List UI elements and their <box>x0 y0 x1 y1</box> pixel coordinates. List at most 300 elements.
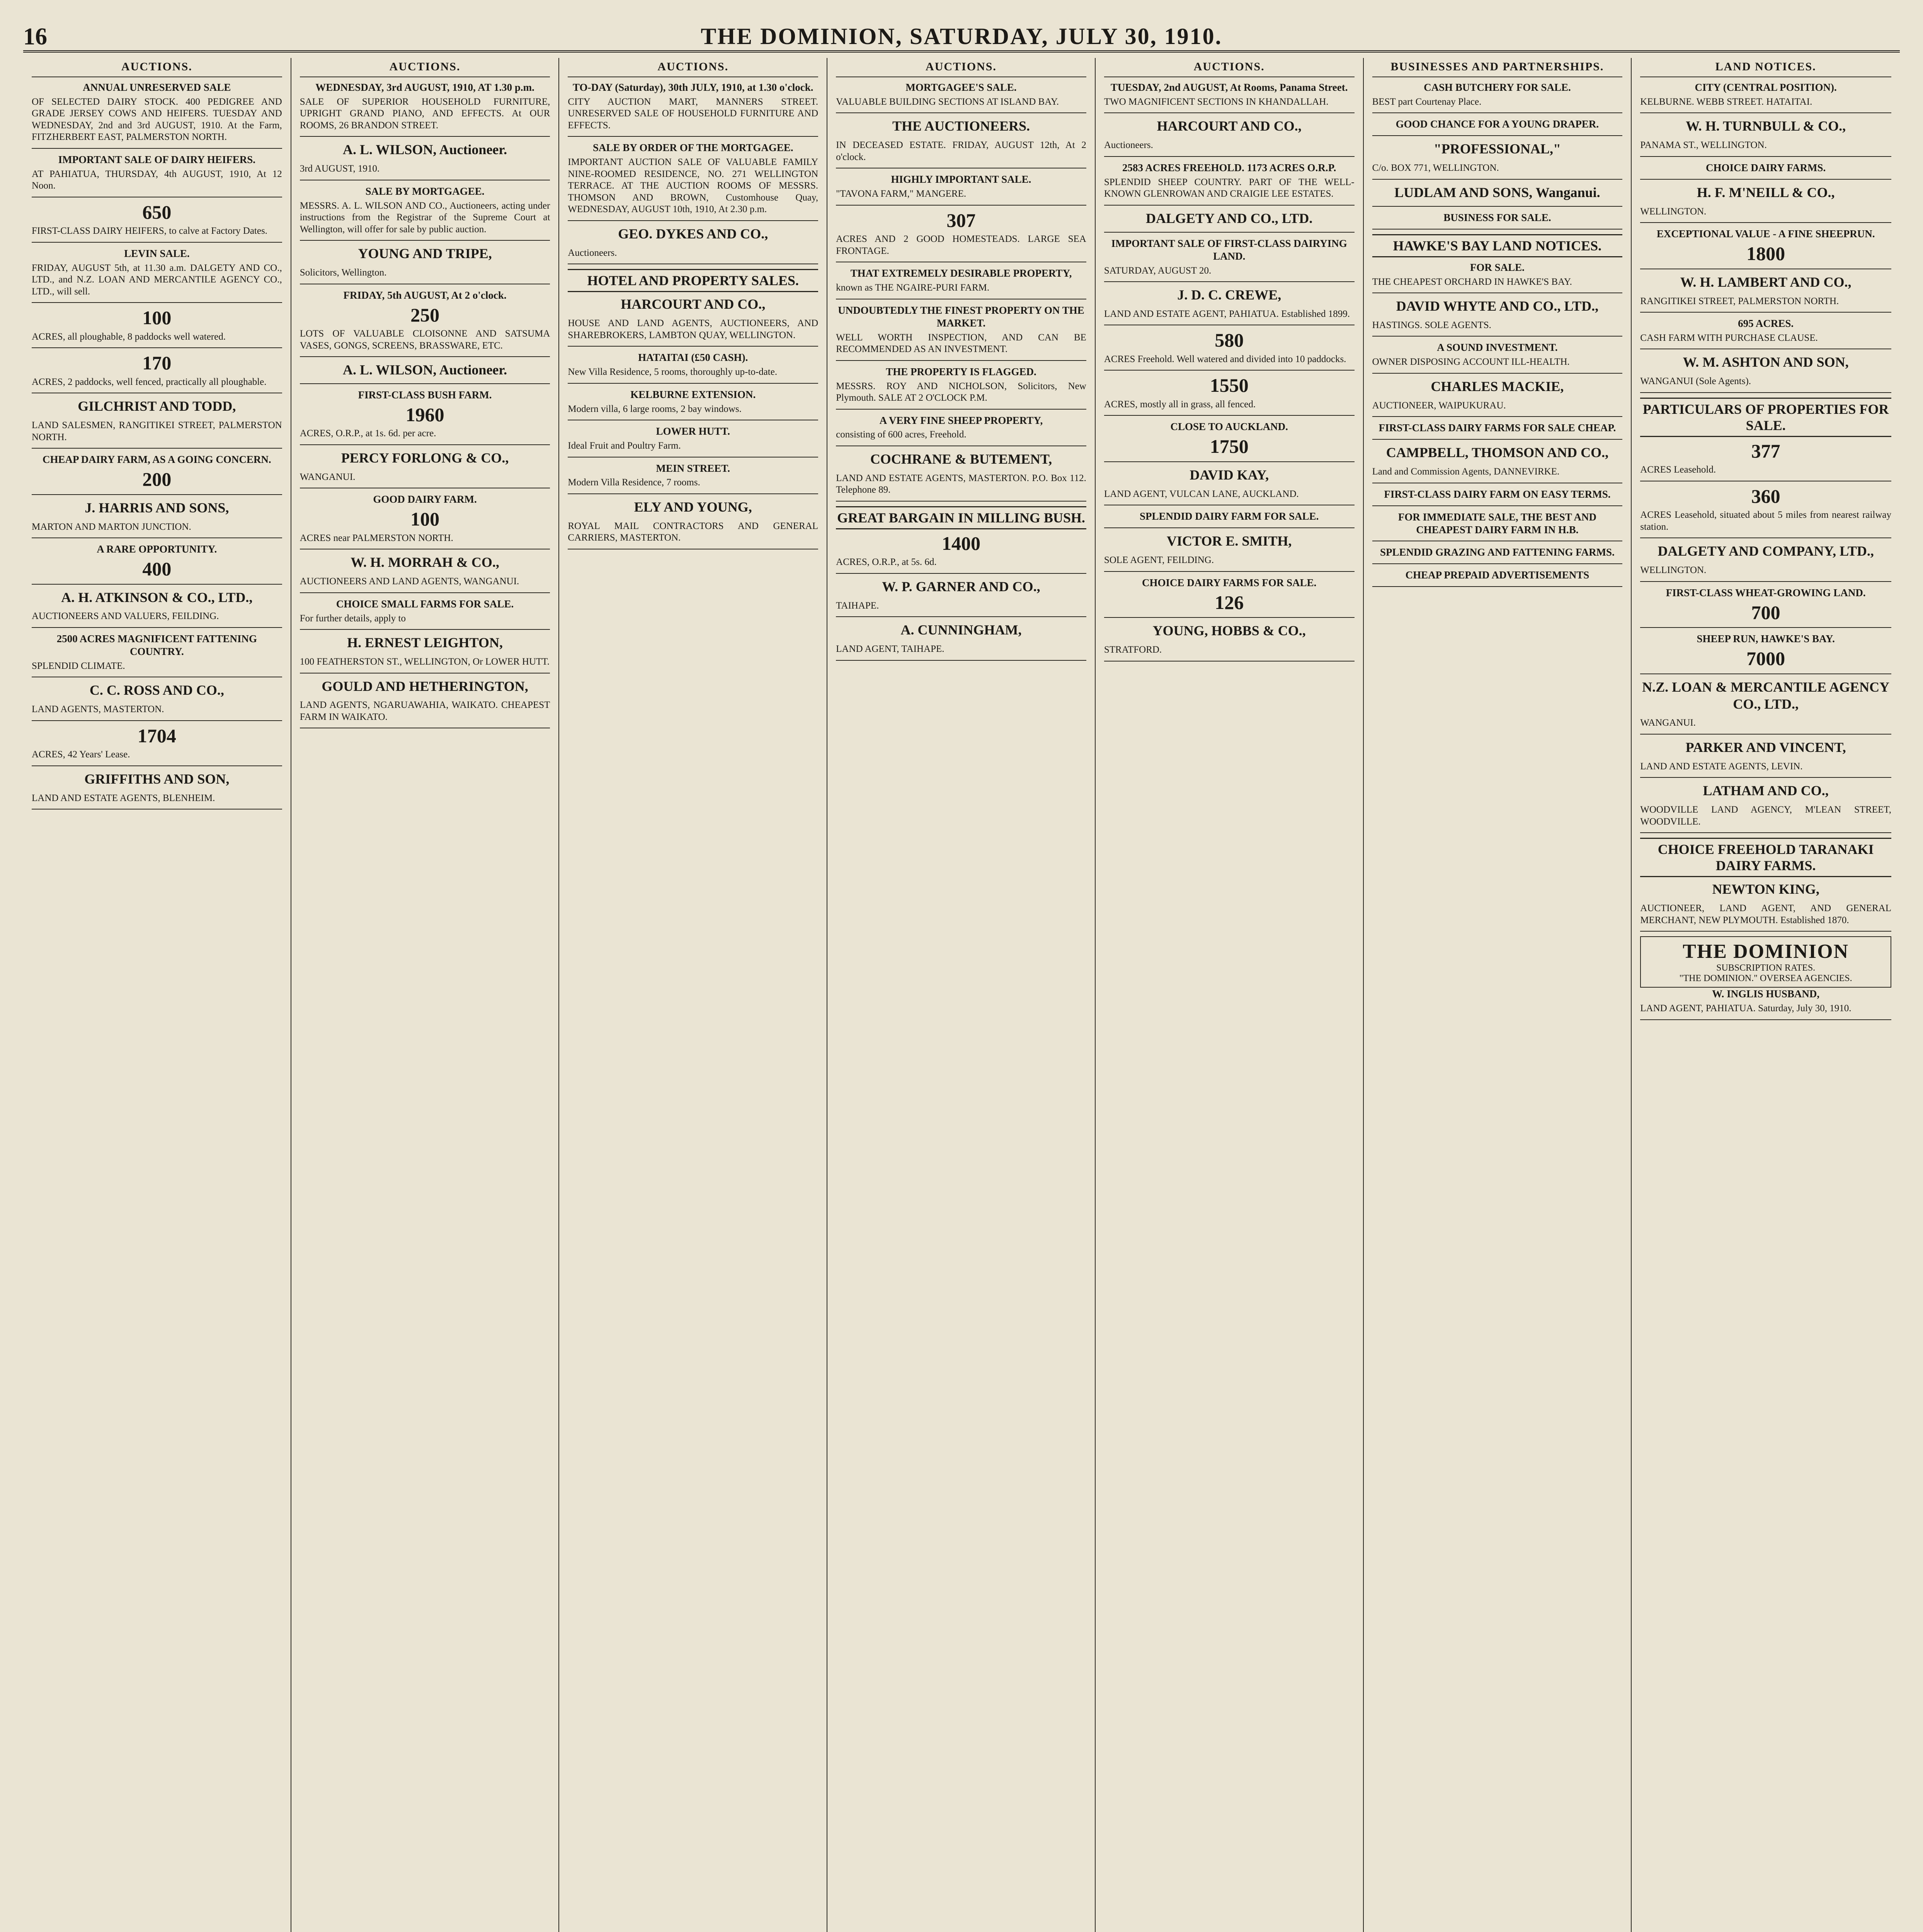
ad-title: FOR IMMEDIATE SALE, THE BEST AND CHEAPEST DAIRY FARM IN H.B. <box>1398 511 1596 536</box>
ad-title: MEIN STREET. <box>656 462 730 474</box>
advertisement <box>32 589 282 622</box>
advertisement <box>1640 354 1891 387</box>
advertiser-name: GOULD AND HETHERINGTON, <box>322 678 528 694</box>
advertiser-name: N.Z. LOAN & MERCANTILE AGENCY CO., LTD., <box>1642 679 1890 712</box>
ad-body: LAND SALESMEN, RANGITIKEI STREET, PALMERSTON NORTH. <box>32 420 282 442</box>
subscription-rates-heading: SUBSCRIPTION RATES. <box>1716 963 1816 973</box>
advertiser-name: C. C. ROSS AND CO., <box>89 682 224 698</box>
ad-body: SPLENDID SHEEP COUNTRY. PART OF THE WELL-KNOWN GLENROWAN AND CRAIGIE LEE ESTATES. <box>1104 177 1355 199</box>
advertisement <box>1104 162 1355 200</box>
ad-divider <box>1372 505 1623 506</box>
ad-title: FIRST-CLASS WHEAT-GROWING LAND. <box>1666 587 1866 599</box>
ad-divider <box>1372 373 1623 374</box>
advertisement <box>1104 237 1355 277</box>
ad-acreage: 400 <box>142 558 172 580</box>
ad-body: MARTON AND MARTON JUNCTION. <box>32 521 191 532</box>
advertisement <box>836 118 1086 163</box>
ad-title: SALE BY MORTGAGEE. <box>365 185 485 197</box>
ad-title: A SOUND INVESTMENT. <box>1437 342 1558 354</box>
ad-divider <box>1640 222 1891 223</box>
advertisement <box>1104 510 1355 523</box>
ad-title: CHOICE SMALL FARMS FOR SALE. <box>336 598 514 610</box>
ad-title: CHOICE DAIRY FARMS. <box>1705 162 1826 173</box>
ad-divider <box>1640 627 1891 628</box>
ad-divider <box>1104 112 1355 113</box>
advertisement <box>300 81 550 131</box>
ad-divider <box>32 148 282 149</box>
advertisement <box>836 304 1086 355</box>
advertisement <box>568 141 818 215</box>
ad-body: known as THE NGAIRE-PURI FARM. <box>836 282 990 293</box>
advertiser-name: LATHAM AND CO., <box>1703 783 1829 799</box>
advertisement <box>1372 261 1623 288</box>
ad-acreage: 377 <box>1751 440 1780 462</box>
advertisement <box>1640 739 1891 772</box>
ad-body: ACRES, mostly all in grass, all fenced. <box>1104 399 1256 410</box>
ad-divider <box>300 592 550 593</box>
ad-title: IMPORTANT SALE OF FIRST-CLASS DAIRYING LAND. <box>1111 237 1347 262</box>
column-1 <box>23 58 291 1932</box>
advertiser-name: W. P. GARNER AND CO., <box>882 578 1040 594</box>
ad-body: ACRES Leasehold. <box>1640 464 1716 475</box>
ad-body: C/o. BOX 771, WELLINGTON. <box>1372 163 1499 173</box>
ad-title: GOOD CHANCE FOR A YOUNG DRAPER. <box>1395 118 1599 130</box>
column-heading: AUCTIONS. <box>300 58 550 77</box>
ad-divider <box>1104 370 1355 371</box>
column-7 <box>1632 58 1900 1932</box>
ad-divider <box>1104 571 1355 572</box>
ad-body: CASH FARM WITH PURCHASE CLAUSE. <box>1640 332 1818 343</box>
ad-body: 100 FEATHERSTON ST., WELLINGTON, Or LOWER HUTT. <box>300 656 550 667</box>
ad-acreage: 580 <box>1215 329 1244 351</box>
advertisement <box>836 173 1086 200</box>
advertiser-name: CHARLES MACKIE, <box>1431 378 1564 394</box>
advertiser-name: GRIFFITHS AND SON, <box>84 771 230 787</box>
ad-body: Land and Commission Agents, DANNEVIRKE. <box>1372 466 1560 477</box>
ad-divider <box>1104 232 1355 233</box>
advertisement <box>1104 375 1355 410</box>
advertisement <box>1372 81 1623 108</box>
subscription-box <box>1640 936 1891 988</box>
ad-title: IMPORTANT SALE OF DAIRY HEIFERS. <box>58 153 256 165</box>
ad-body: AUCTIONEERS AND LAND AGENTS, WANGANUI. <box>300 576 519 587</box>
advertiser-name: HARCOURT AND CO., <box>621 296 766 312</box>
advertisement <box>300 289 550 352</box>
ad-divider <box>32 720 282 721</box>
ad-title: FRIDAY, 5th AUGUST, At 2 o'clock. <box>343 289 507 301</box>
advertiser-name: W. H. LAMBERT AND CO., <box>1680 274 1852 290</box>
advertisement <box>300 678 550 723</box>
ad-title: THE PROPERTY IS FLAGGED. <box>886 366 1036 378</box>
advertisement <box>300 634 550 668</box>
advertisement <box>300 185 550 235</box>
advertiser-name: J. D. C. CREWE, <box>1177 287 1281 303</box>
section-banner: CHOICE FREEHOLD TARANAKI DAIRY FARMS. <box>1640 838 1891 877</box>
ad-divider <box>1104 617 1355 618</box>
advertisement <box>1372 422 1623 434</box>
advertiser-name: W. H. TURNBULL & CO., <box>1686 118 1846 134</box>
advertisement <box>1640 486 1891 533</box>
advertiser-name: YOUNG AND TRIPE, <box>358 246 492 262</box>
advertisement <box>836 533 1086 568</box>
columns <box>23 58 1900 1932</box>
ad-body: LAND AND ESTATE AGENT, PAHIATUA. Established 1899. <box>1104 308 1350 319</box>
advertisement <box>1640 184 1891 218</box>
ad-divider <box>1640 931 1891 932</box>
ad-title: W. INGLIS HUSBAND, <box>1712 988 1820 1000</box>
ad-divider <box>32 302 282 303</box>
advertisement <box>300 362 550 379</box>
ad-divider <box>300 136 550 137</box>
advertisement <box>568 462 818 489</box>
ad-body: 3rd AUGUST, 1910. <box>300 163 380 174</box>
column-heading: AUCTIONS. <box>568 58 818 77</box>
ad-divider <box>300 629 550 630</box>
ad-title: EXCEPTIONAL VALUE - A FINE SHEEPRUN. <box>1656 228 1875 240</box>
ad-body: ACRES Leasehold, situated about 5 miles from nearest railway station. <box>1640 510 1891 532</box>
ad-acreage: 100 <box>142 307 172 329</box>
advertisement <box>1372 184 1623 201</box>
ad-divider <box>568 493 818 494</box>
ad-body: OF SELECTED DAIRY STOCK. 400 PEDIGREE AND GRADE JERSEY COWS AND HEIFERS. TUESDAY AND WEDNESDAY, 2nd and 3rd AUGUST, 1910. At the Farm, FITZHERBERT EAST, PALMERSTON NORTH. <box>32 96 282 143</box>
ad-title: LOWER HUTT. <box>656 425 730 437</box>
advertiser-name: GILCHRIST AND TODD, <box>78 398 236 414</box>
ad-body: HASTINGS. SOLE AGENTS. <box>1372 320 1491 330</box>
ad-title: 2583 ACRES FREEHOLD. 1173 ACRES O.R.P. <box>1122 162 1336 173</box>
ad-title: KELBURNE EXTENSION. <box>630 388 756 400</box>
ad-divider <box>836 360 1086 361</box>
ad-body: FRIDAY, AUGUST 5th, at 11.30 a.m. DALGETY AND CO., LTD., and N.Z. LOAN AND MERCANTILE AGENCY CO., LTD., will sell. <box>32 262 282 297</box>
ad-divider <box>32 537 282 538</box>
ad-divider <box>836 501 1086 502</box>
advertiser-name: ELY AND YOUNG, <box>634 499 752 515</box>
advertiser-name: GEO. DYKES AND CO., <box>618 226 768 242</box>
column-3 <box>559 58 827 1932</box>
ad-title: SPLENDID GRAZING AND FATTENING FARMS. <box>1380 546 1615 558</box>
ad-divider <box>1640 777 1891 778</box>
advertisement <box>568 81 818 131</box>
ad-acreage: 700 <box>1751 601 1780 623</box>
ad-title: FIRST-CLASS DAIRY FARMS FOR SALE CHEAP. <box>1378 422 1616 434</box>
ad-title: THAT EXTREMELY DESIRABLE PROPERTY, <box>850 267 1072 279</box>
ad-body: WOODVILLE LAND AGENCY, M'LEAN STREET, WOODVILLE. <box>1640 804 1891 827</box>
advertisement <box>568 226 818 259</box>
ad-body: VALUABLE BUILDING SECTIONS AT ISLAND BAY. <box>836 96 1059 107</box>
ad-body: TWO MAGNIFICENT SECTIONS IN KHANDALLAH. <box>1104 96 1329 107</box>
advertisement <box>300 554 550 587</box>
ad-title: CHOICE DAIRY FARMS FOR SALE. <box>1142 577 1317 588</box>
ad-body: WANGANUI (Sole Agents). <box>1640 376 1751 387</box>
ad-title: A VERY FINE SHEEP PROPERTY, <box>879 414 1043 426</box>
ad-divider <box>32 448 282 449</box>
advertisement <box>1104 330 1355 365</box>
advertisement <box>1372 298 1623 331</box>
advertisement <box>32 453 282 489</box>
advertisement <box>1640 543 1891 576</box>
ad-body: AT PAHIATUA, THURSDAY, 4th AUGUST, 1910, At 12 Noon. <box>32 168 282 191</box>
page-number: 16 <box>23 24 47 50</box>
advertisement <box>32 771 282 804</box>
ad-body: LAND AGENT, PAHIATUA. Saturday, July 30, 1910. <box>1640 1003 1852 1014</box>
ad-body: Auctioneers. <box>568 247 617 258</box>
advertisement <box>300 389 550 440</box>
ad-divider <box>1640 581 1891 582</box>
ad-divider <box>1640 1019 1891 1020</box>
advertisement <box>836 451 1086 496</box>
advertisement <box>1640 881 1891 926</box>
advertisement <box>1104 577 1355 612</box>
ad-acreage: 307 <box>946 209 976 231</box>
ad-body: SOLE AGENT, FEILDING. <box>1104 555 1214 566</box>
advertiser-name: H. ERNEST LEIGHTON, <box>347 635 503 651</box>
ad-body: ROYAL MAIL CONTRACTORS AND GENERAL CARRIERS, MASTERTON. <box>568 520 819 543</box>
advertisement <box>32 202 282 237</box>
ad-body: ACRES AND 2 GOOD HOMESTEADS. LARGE SEA FRONTAGE. <box>836 234 1086 256</box>
advertisement <box>1104 81 1355 108</box>
advertiser-name: PERCY FORLONG & CO., <box>341 450 509 466</box>
ad-body: SALE OF SUPERIOR HOUSEHOLD FURNITURE, UPRIGHT GRAND PIANO, AND EFFECTS. At OUR ROOMS, 26 BRANDON STREET. <box>300 96 550 131</box>
advertisement <box>1104 467 1355 500</box>
ad-body: FIRST-CLASS DAIRY HEIFERS, to calve at Factory Dates. <box>32 226 267 236</box>
advertisement <box>836 414 1086 441</box>
advertisement <box>32 726 282 761</box>
ad-divider <box>32 809 282 810</box>
ad-divider <box>1372 336 1623 337</box>
advertisement <box>1372 569 1623 582</box>
ad-body: BEST part Courtenay Place. <box>1372 96 1482 107</box>
ad-title: HIGHLY IMPORTANT SALE. <box>891 173 1031 185</box>
ad-title: ANNUAL UNRESERVED SALE <box>83 82 231 93</box>
ad-body: Ideal Fruit and Poultry Farm. <box>568 440 681 451</box>
section-banner: PARTICULARS OF PROPERTIES FOR SALE. <box>1640 398 1891 437</box>
ad-divider <box>836 616 1086 617</box>
ad-divider <box>568 136 818 137</box>
advertiser-name: J. HARRIS AND SONS, <box>85 500 229 515</box>
advertisement <box>1104 118 1355 151</box>
advertiser-name: A. L. WILSON, Auctioneer. <box>343 362 507 378</box>
advertisement <box>568 425 818 452</box>
column-heading: BUSINESSES AND PARTNERSHIPS. <box>1372 58 1623 77</box>
advertisement <box>32 682 282 715</box>
advertisement <box>568 296 818 341</box>
ad-acreage: 100 <box>410 508 440 530</box>
advertisement <box>32 153 282 192</box>
ad-divider <box>1640 112 1891 113</box>
ad-title: TO-DAY (Saturday), 30th JULY, 1910, at 1.30 o'clock. <box>572 82 813 93</box>
ad-divider <box>1104 461 1355 462</box>
advertisement <box>1372 378 1623 412</box>
ad-body: WANGANUI. <box>1640 718 1696 728</box>
ad-body: KELBURNE. WEBB STREET. HATAITAI. <box>1640 96 1812 107</box>
ad-title: MORTGAGEE'S SALE. <box>905 82 1017 93</box>
advertiser-name: A. H. ATKINSON & CO., LTD., <box>61 589 253 605</box>
ad-acreage: 126 <box>1215 591 1244 613</box>
ad-body: Modern Villa Residence, 7 rooms. <box>568 477 700 488</box>
ad-divider <box>836 573 1086 574</box>
column-2 <box>291 58 560 1932</box>
advertiser-name: DAVID KAY, <box>1190 467 1269 483</box>
ad-divider <box>1640 179 1891 180</box>
ad-divider <box>1104 527 1355 528</box>
ad-body: LOTS OF VALUABLE CLOISONNE AND SATSUMA VASES, GONGS, SCREENS, BRASSWARE, ETC. <box>300 328 550 351</box>
advertiser-name: NEWTON KING, <box>1712 881 1819 897</box>
advertiser-name: YOUNG, HOBBS & CO., <box>1152 623 1306 639</box>
ad-body: MESSRS. ROY AND NICHOLSON, Solicitors, New Plymouth. SALE AT 2 O'CLOCK P.M. <box>836 381 1086 403</box>
ad-body: LAND AND ESTATE AGENTS, MASTERTON. P.O. Box 112. Telephone 89. <box>836 473 1086 495</box>
advertisement <box>32 247 282 298</box>
ad-acreage: 250 <box>410 304 440 326</box>
advertisement <box>1104 622 1355 656</box>
ad-body: ACRES, O.R.P., at 1s. 6d. per acre. <box>300 428 436 439</box>
advertisement <box>1640 633 1891 668</box>
ad-divider <box>1104 661 1355 662</box>
ad-divider <box>1640 392 1891 393</box>
advertiser-name: CAMPBELL, THOMSON AND CO., <box>1386 445 1609 461</box>
advertisement <box>1104 533 1355 566</box>
ad-divider <box>32 627 282 628</box>
ad-divider <box>1640 537 1891 538</box>
ad-divider <box>568 220 818 221</box>
advertisement <box>1640 228 1891 264</box>
ad-body: Modern villa, 6 large rooms, 2 bay windows. <box>568 403 742 414</box>
ad-body: New Villa Residence, 5 rooms, thoroughly up-to-date. <box>568 367 778 378</box>
advertisement <box>836 578 1086 612</box>
ad-acreage: 170 <box>142 352 172 374</box>
advertisement <box>1640 587 1891 622</box>
ad-body: IMPORTANT AUCTION SALE OF VALUABLE FAMILY NINE-ROOMED RESIDENCE, NO. 271 WELLINGTON TERRACE. AT THE AUCTION ROOMS OF MESSRS. THOMSON AND BROWN, Customhouse Quay, WEDNESDAY, AUGUST 10th, 1910, At 2.30 p.m. <box>568 157 819 215</box>
advertiser-name: COCHRANE & BUTEMENT, <box>870 451 1052 467</box>
ad-title: HATAITAI (£50 CASH). <box>638 352 748 364</box>
ad-body: AUCTIONEERS AND VALUERS, FEILDING. <box>32 611 219 622</box>
ad-divider <box>1640 673 1891 674</box>
ad-acreage: 650 <box>142 201 172 223</box>
advertisement <box>32 500 282 533</box>
advertiser-name: "PROFESSIONAL," <box>1433 141 1561 157</box>
ad-divider <box>32 242 282 243</box>
ad-title: WEDNESDAY, 3rd AUGUST, 1910, AT 1.30 p.m. <box>315 82 534 93</box>
column-heading: AUCTIONS. <box>1104 58 1355 77</box>
ad-body: MESSRS. A. L. WILSON AND CO., Auctioneers, acting under instructions from the Registrar of the Supreme Court at Wellington, will offer for sale by public auction. <box>300 200 550 235</box>
ad-title: CITY (CENTRAL POSITION). <box>1695 82 1837 93</box>
advertisement <box>1640 274 1891 307</box>
column-4 <box>827 58 1096 1932</box>
advertisement <box>1372 118 1623 131</box>
advertisement <box>1640 81 1891 108</box>
advertiser-name: A. L. WILSON, Auctioneer. <box>343 142 507 158</box>
advertisement <box>1640 679 1891 729</box>
ad-divider <box>1372 439 1623 440</box>
ad-body: LAND AND ESTATE AGENTS, LEVIN. <box>1640 761 1803 772</box>
advertisement <box>568 499 818 544</box>
ad-divider <box>1104 281 1355 282</box>
ad-title: CASH BUTCHERY FOR SALE. <box>1424 82 1571 93</box>
ad-body: STRATFORD. <box>1104 645 1162 655</box>
section-banner: HOTEL AND PROPERTY SALES. <box>568 269 818 292</box>
ad-body: LAND AND ESTATE AGENTS, BLENHEIM. <box>32 793 215 803</box>
ad-acreage: 7000 <box>1746 648 1785 670</box>
ad-title: SALE BY ORDER OF THE MORTGAGEE. <box>592 142 793 154</box>
ad-divider <box>1372 416 1623 417</box>
advertiser-name: DALGETY AND COMPANY, LTD., <box>1658 543 1874 559</box>
ad-body: SPLENDID CLIMATE. <box>32 660 125 671</box>
ad-body: LAND AGENTS, MASTERTON. <box>32 704 164 715</box>
advertisement <box>1640 782 1891 828</box>
advertisement <box>32 633 282 672</box>
ad-divider <box>1104 205 1355 206</box>
ad-title: CLOSE TO AUCKLAND. <box>1170 421 1288 433</box>
ad-body: "TAVONA FARM," MANGERE. <box>836 189 967 199</box>
ad-body: HOUSE AND LAND AGENTS, AUCTIONEERS, AND SHAREBROKERS, LAMBTON QUAY, WELLINGTON. <box>568 318 819 340</box>
advertisement <box>836 366 1086 404</box>
advertisement <box>1104 420 1355 456</box>
ad-title: 2500 ACRES MAGNIFICENT FATTENING COUNTRY. <box>56 633 257 657</box>
ad-acreage: 1550 <box>1210 374 1249 396</box>
advertisement <box>32 543 282 579</box>
advertisement <box>568 388 818 415</box>
advertiser-name: VICTOR E. SMITH, <box>1167 533 1292 549</box>
ad-body: AUCTIONEER, WAIPUKURAU. <box>1372 400 1506 411</box>
ad-acreage: 1960 <box>405 403 444 425</box>
ad-body: Auctioneers. <box>1104 140 1153 151</box>
advertisement <box>32 398 282 443</box>
advertiser-name: DALGETY AND CO., LTD. <box>1145 210 1313 226</box>
advertiser-name: PARKER AND VINCENT, <box>1685 739 1846 755</box>
ad-body: WANGANUI. <box>300 471 356 482</box>
advertisement <box>300 450 550 483</box>
advertiser-name: THE AUCTIONEERS. <box>892 118 1030 134</box>
column-heading: AUCTIONS. <box>32 58 282 77</box>
ad-divider <box>1104 156 1355 157</box>
ad-title: UNDOUBTEDLY THE FINEST PROPERTY ON THE MARKET. <box>838 304 1084 329</box>
ad-acreage: 1800 <box>1746 243 1785 265</box>
page-title: THE DOMINION, SATURDAY, JULY 30, 1910. <box>701 24 1222 49</box>
ad-body: AUCTIONEER, LAND AGENT, AND GENERAL MERCHANT, NEW PLYMOUTH. Established 1870. <box>1640 903 1891 925</box>
ad-divider <box>1372 229 1623 230</box>
advertisement <box>1640 118 1891 151</box>
ad-divider <box>1372 563 1623 564</box>
ad-title: FIRST-CLASS DAIRY FARM ON EASY TERMS. <box>1384 488 1611 500</box>
masthead <box>23 23 1900 53</box>
ad-divider <box>1372 179 1623 180</box>
advertisement <box>1640 441 1891 476</box>
advertisement <box>300 141 550 175</box>
ad-divider <box>1640 832 1891 833</box>
advertisement <box>1372 341 1623 368</box>
ad-title: 695 ACRES. <box>1738 318 1794 330</box>
ad-divider <box>836 205 1086 206</box>
ad-body: RANGITIKEI STREET, PALMERSTON NORTH. <box>1640 296 1839 306</box>
ad-title: GOOD DAIRY FARM. <box>373 493 477 505</box>
advertisement <box>32 353 282 388</box>
ad-title: SPLENDID DAIRY FARM FOR SALE. <box>1140 510 1319 522</box>
ad-divider <box>300 444 550 445</box>
ad-body: ACRES, 42 Years' Lease. <box>32 749 130 760</box>
ad-divider <box>1372 586 1623 587</box>
ad-divider <box>836 660 1086 661</box>
advertisement <box>32 308 282 343</box>
section-banner: HAWKE'S BAY LAND NOTICES. <box>1372 234 1623 257</box>
advertiser-name: LUDLAM AND SONS, Wanganui. <box>1394 184 1600 200</box>
ad-divider <box>1372 206 1623 207</box>
ad-body: THE CHEAPEST ORCHARD IN HAWKE'S BAY. <box>1372 276 1572 287</box>
ad-acreage: 200 <box>142 468 172 490</box>
ad-divider <box>1640 156 1891 157</box>
ad-body: ACRES Freehold. Well watered and divided into 10 paddocks. <box>1104 354 1346 364</box>
ad-title: LEVIN SALE. <box>124 247 190 259</box>
ad-body: For further details, apply to <box>300 613 406 624</box>
ad-divider <box>32 347 282 348</box>
ad-title: A RARE OPPORTUNITY. <box>97 543 217 555</box>
